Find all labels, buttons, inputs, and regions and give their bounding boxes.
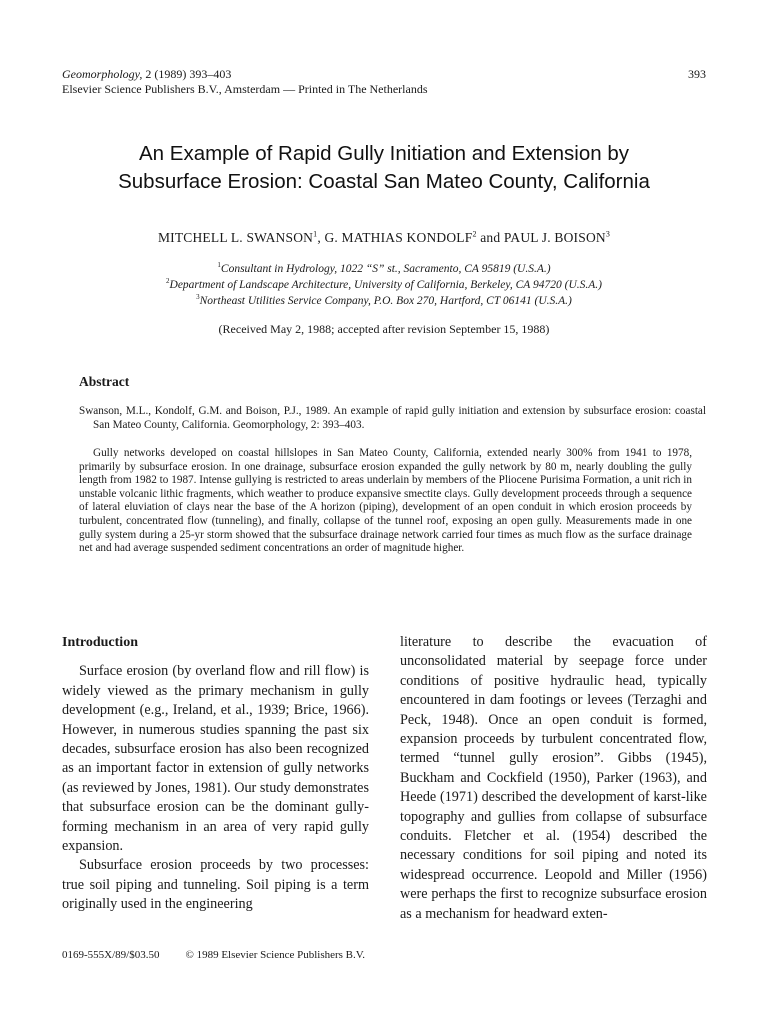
affiliation-3-text: Northeast Utilities Service Company, P.O. Box 270, Hartford, CT 06141 (U.S.A.): [199, 295, 572, 307]
affiliation-3: [40, 293, 728, 309]
footer-copyright: © 1989 Elsevier Science Publishers B.V.: [185, 949, 366, 961]
affiliation-2-text: Department of Landscape Architecture, University of California, Berkeley, CA 94720 (U.S.A.): [169, 279, 602, 291]
abstract-heading: Abstract: [79, 374, 130, 389]
paper-title: [40, 140, 728, 196]
journal-volume-pages: 2 (1989) 393–403: [142, 67, 232, 81]
introduction-paragraph-2: Subsurface erosion proceeds by two processes: true soil piping and tunneling. Soil piping is a term originally used in the engineering: [62, 857, 369, 913]
author-3: and PAUL J. BOISON: [476, 230, 606, 245]
footer-issn-code: 0169-555X/89/$03.50: [62, 949, 160, 961]
left-column: [62, 633, 369, 915]
journal-name: Geomorphology,: [62, 67, 143, 81]
affiliation-2: [40, 277, 728, 293]
affiliation-3-sup: 3: [196, 293, 200, 302]
abstract-citation: Swanson, M.L., Kondolf, G.M. and Boison, P.J., 1989. An example of rapid gully initiation and extension by subsurface erosion: coastal San Mateo County, California. Geomorphology, 2: 393–403.: [79, 405, 706, 431]
author-list: [40, 229, 728, 247]
author-1: MITCHELL L. SWANSON: [157, 230, 314, 245]
publisher-line: Elsevier Science Publishers B.V., Amsterdam — Printed in The Netherlands: [62, 82, 428, 96]
author-2: , G. MATHIAS KONDOLF: [317, 230, 473, 245]
author-2-sup: 2: [472, 229, 477, 239]
abstract-body: Gully networks developed on coastal hillslopes in San Mateo County, California, extended nearly 300% from 1941 to 1978, primarily by subsurface erosion. In one drainage, subsurface erosion expanded the gully network by 80 m, nearly doubling the gully length from 1982 to 1987. Intense gullying is restricted to areas underlain by members of the Pliocene Purisima Formation, a unit rich in unstable volcanic lithic fragments, which weather to produce expansive smectite clays. Gully development proceeds through a sequence of lateral eluviation of clays near the base of the A horizon (piping), development of an open conduit in which erosion proceeds by turbulent, concentrated flow (tunneling), and finally, collapse of the tunnel roof, exposing an open gully. Measurements made in one gully system during a 25-yr storm showed that the subsurface drainage network carried four times as much flow as the surface drainage net and had average suspended sediment concentrations an order of magnitude higher.: [79, 447, 692, 555]
affiliation-1: [40, 261, 728, 277]
affiliation-2-sup: 2: [166, 277, 170, 286]
journal-citation-line: [62, 67, 231, 82]
author-3-sup: 3: [605, 229, 611, 239]
footer: [62, 948, 365, 962]
affiliations: [40, 261, 728, 309]
author-1-sup: 1: [313, 229, 318, 239]
right-column: [400, 633, 707, 924]
introduction-paragraph-continued: literature to describe the evacuation of unconsolidated material by seepage force under conditions of positive hydraulic head, typically encountered in dam footings or levees (Terzaghi and Peck, 1948). Once an open conduit is formed, expansion proceeds by turbulent concentrated flow, termed “tunnel gully erosion”. Gibbs (1945), Buckham and Cockfield (1950), Parker (1963), and Heede (1971) described the development of karst-like topography and gullies from collapse of subsurface conduits. Fletcher et al. (1954) described the necessary conditions for soil piping and noted its widespread occurrence. Leopold and Miller (1956) were perhaps the first to recognize subsurface erosion as a mechanism for headward exten-: [400, 634, 707, 922]
affiliation-1-sup: 1: [217, 261, 221, 270]
affiliation-1-text: Consultant in Hydrology, 1022 “S” st., Sacramento, CA 95819 (U.S.A.): [220, 263, 551, 275]
title-line-1: An Example of Rapid Gully Initiation and Extension by: [139, 142, 629, 165]
introduction-heading: Introduction: [62, 635, 138, 650]
page-number: 393: [688, 67, 706, 81]
received-dates: (Received May 2, 1988; accepted after revision September 15, 1988): [218, 322, 550, 336]
introduction-paragraph-1: Surface erosion (by overland flow and rill flow) is widely viewed as the primary mechanism in gully development (e.g., Ireland, et al., 1939; Brice, 1966). However, in numerous studies spanning the past six decades, subsurface erosion has also been recognized as an important factor in extension of gully networks (as reviewed by Jones, 1981). Our study demonstrates that subsurface erosion can be the dominant gully-forming mechanism in an area of very rapid gully expansion.: [62, 663, 369, 855]
title-line-2: Subsurface Erosion: Coastal San Mateo County, California: [118, 170, 650, 193]
